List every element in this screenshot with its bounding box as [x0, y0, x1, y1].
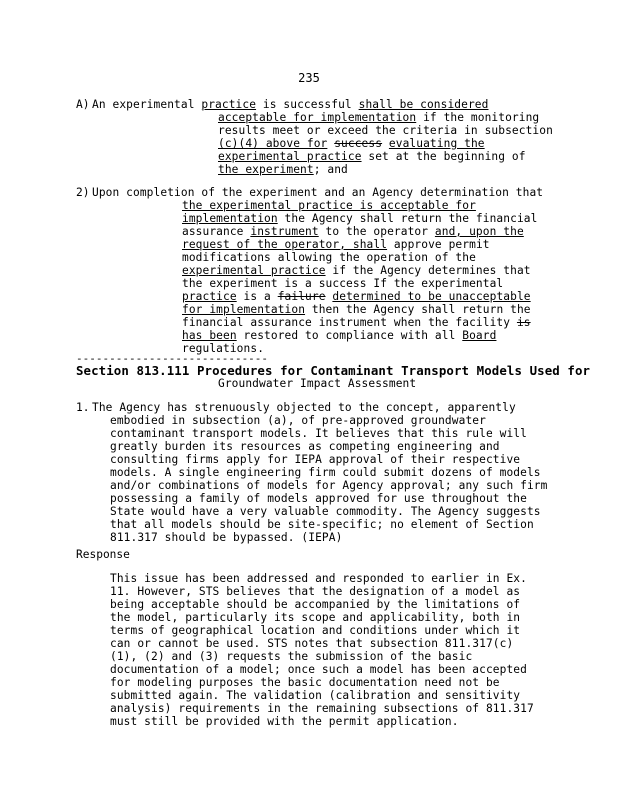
item-2-line-6: modifications allowing the operation of the	[182, 251, 476, 264]
item-2-line-7: experimental practice if the Agency determines that	[182, 264, 531, 277]
section-subtitle: Groundwater Impact Assessment	[218, 377, 417, 390]
response-line-8: documentation of a model; once such a model has been accepted	[110, 663, 527, 676]
comment-line-8: possessing a family of models approved for use throughout the	[110, 492, 527, 505]
response-label: Response	[76, 548, 130, 561]
item-a-line-6: the experiment; and	[218, 163, 348, 176]
item-2-line-12: has been restored to compliance with all Board	[182, 329, 497, 342]
comment-line-6: models. A single engineering firm could submit dozens of models	[110, 466, 541, 479]
comment-line-10: that all models should be site-specific; no element of Section	[110, 518, 534, 531]
item-a-line-4: (c)(4) above for success evaluating the	[218, 137, 485, 150]
item-2-line-5: request of the operator, shall approve permit	[182, 238, 490, 251]
response-line-6: can or cannot be used. STS notes that subsection 811.317(c)	[110, 637, 514, 650]
item-2-label: 2)	[76, 186, 90, 199]
page-number: 235	[298, 71, 320, 85]
response-line-5: terms of geographical location and conditions under which it	[110, 624, 521, 637]
comment-line-7: and/or combinations of models for Agency approval; any such firm	[110, 479, 548, 492]
item-2-line-11: financial assurance instrument when the facility is	[182, 316, 531, 329]
response-line-3: being acceptable should be accompanied by the limitations of	[110, 598, 521, 611]
item-2-line-2: the experimental practice is acceptable for	[182, 199, 476, 212]
item-2-line-8: the experiment is a success If the experimental	[182, 277, 504, 290]
separator-rule: -----------------------------	[76, 352, 269, 365]
comment-line-3: contaminant transport models. It believes that this rule will	[110, 427, 527, 440]
comment-line-5: consulting firms apply for IEPA approval of their respective	[110, 453, 521, 466]
item-2-line-9: practice is a failure determined to be unacceptable	[182, 290, 531, 303]
response-line-9: for modeling purposes the basic documentation need not be	[110, 676, 500, 689]
response-line-11: analysis) requirements in the remaining subsections of 811.317	[110, 702, 534, 715]
response-line-2: 11. However, STS believes that the designation of a model as	[110, 585, 521, 598]
response-line-7: (1), (2) and (3) requests the submission of the basic	[110, 650, 473, 663]
item-a-line-3: results meet or exceed the criteria in subsection	[218, 124, 553, 137]
item-a-line-2: acceptable for implementation if the monitoring	[218, 111, 540, 124]
comment-label: 1.	[76, 401, 90, 414]
response-line-10: submitted again. The validation (calibration and sensitivity	[110, 689, 521, 702]
item-a-line-5: experimental practice set at the beginning of	[218, 150, 526, 163]
comment-line-9: State would have a very valuable commodity. The Agency suggests	[110, 505, 541, 518]
comment-line-4: greatly burden its resources as competing engineering and	[110, 440, 500, 453]
comment-line-2: embodied in subsection (a), of pre-approved groundwater	[110, 414, 486, 427]
item-2-line-4: assurance instrument to the operator and, upon the	[182, 225, 524, 238]
item-a-line-1: An experimental practice is successful shall be considered	[92, 98, 489, 111]
item-2-line-3: implementation the Agency shall return the financial	[182, 212, 538, 225]
comment-line-11: 811.317 should be bypassed. (IEPA)	[110, 531, 343, 544]
section-title: Section 813.111 Procedures for Contaminant Transport Models Used for	[76, 363, 591, 378]
response-line-4: the model, particularly its scope and applicability, both in	[110, 611, 521, 624]
item-2-line-1: Upon completion of the experiment and an Agency determination that	[92, 186, 544, 199]
item-2-line-13: regulations.	[182, 342, 265, 355]
item-2-line-10: for implementation then the Agency shall return the	[182, 303, 531, 316]
comment-line-1: The Agency has strenuously objected to the concept, apparently	[92, 401, 516, 414]
item-a-label: A)	[76, 98, 90, 111]
response-line-12: must still be provided with the permit application.	[110, 715, 459, 728]
response-line-1: This issue has been addressed and responded to earlier in Ex.	[110, 572, 527, 585]
